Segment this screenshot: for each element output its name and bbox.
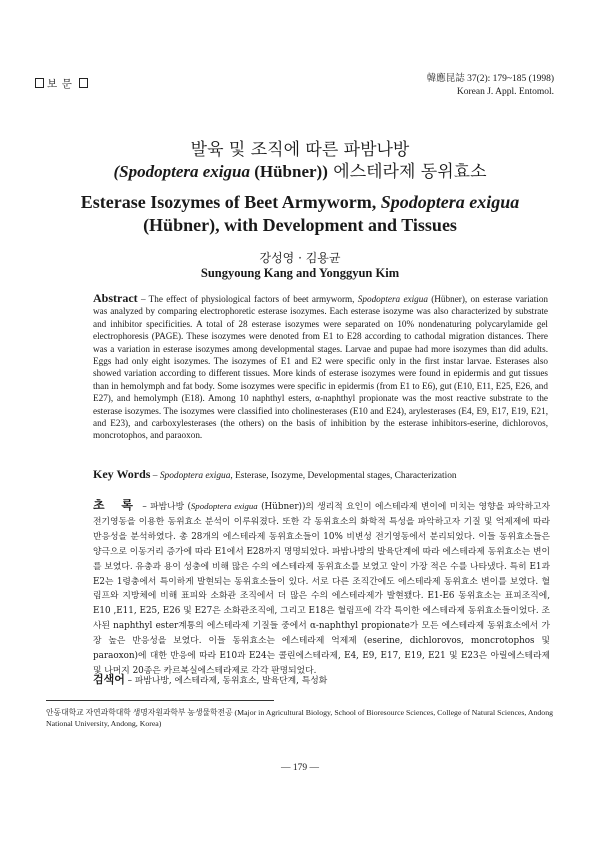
korean-keywords-label: 검색어 (93, 673, 125, 686)
section-label (35, 76, 91, 91)
title-ko-rest: 에스테라제 동위효소 (327, 162, 487, 182)
journal-citation (427, 73, 554, 99)
keywords-rest: , Esterase, Isozyme, Developmental stages, Characterization (230, 471, 457, 481)
checkbox-square-icon (79, 78, 88, 88)
journal-name-en: Korean J. Appl. Entomol. (456, 87, 554, 97)
title-en-line2: (Hübner), with Development and Tissues (143, 215, 457, 235)
abstract-species: Spodoptera exigua (357, 294, 428, 304)
authors-en: Sungyoung Kang and Yonggyun Kim (200, 266, 400, 280)
title-ko-author: (Hübner)) (249, 162, 328, 181)
korean-keywords (93, 671, 327, 687)
page-number: — 179 — (281, 763, 319, 773)
title-en-species: Spodoptera exigua (380, 192, 520, 212)
affiliation-footnote: 안동대학교 자연과학대학 생명자원과학부 농생물학전공 (Major in Agricultural Biology, School of Bioresource Sciences, College of Natural Sciences, Andong National University, Andong, Korea) (46, 708, 554, 728)
korean-keywords-text: – 파밤나방, 에스테라제, 동위효소, 발육단계, 특성화 (124, 676, 328, 686)
korean-abstract-label: 초 록 (93, 498, 139, 512)
title-ko-species: (Spodoptera exigua (113, 162, 250, 181)
journal-name-ko: 韓應昆誌 37(2): 179~185 (1998) (426, 74, 554, 84)
abstract-text-a: – The effect of physiological factors of beet armyworm, (137, 294, 358, 304)
abstract (93, 292, 548, 442)
keywords-label: Key Words (93, 467, 151, 481)
checkbox-square-icon (35, 78, 44, 88)
abstract-label: Abstract (93, 291, 138, 305)
title-en-line1 (0, 191, 600, 214)
korean-abstract-text-a: – 파밤나방 ( (138, 502, 191, 512)
footnote-divider (46, 700, 274, 701)
korean-abstract-text-b: (Hübner))의 생리적 요인이 에스테라제 변이에 미치는 영향을 파악하고자 전기영동을 이용한 동위효소 분석이 이루워졌다. 또한 각 동위효소의 화학적 특성을 파악하고자 기질 및 억제제에 따라 반응성을 분석하였다. 총 28개의 에스테라제 동위효소들이 10% 비변성 전기영동에서 분리되었다. 이들 동위효소들은 양극으로 이동거리 증가에 따라 E1에서 E28까지 명명되었다. 파밤나방의 발육단계에 따라 에스테라제 동위효소는 변이를 보였다. 유충과 용이 성충에 비해 많은 수의 에스테라제 동위효소를 보였고 알이 가장 적은 수를 나타냈다. 특히 E1과 E2는 1령충에서 특이하게 발현되는 동위효소들이 있다. 서로 다른 조직간에도 에스테라제 동위효소 변이를 보였다. 혈림프와 지방체에 비해 표피와 소화관 조직에서 더 많은 수의 에스테라제가 발현됐다. E1-E6 동위효소는 표피조직에, E10 ,E11, E25, E26 및 E27은 소화관조직에, 그리고 E18은 혈림프에 각각 특이한 에스테라제 동위효소들이었다. 조사된 naphthyl ester계통의 에스테라제 기질들 중에서 α-naphthyl propionate가 모든 에스테라제 동위효소에서 가장 높은 반응성을 보였다. 이들 동위효소는 에스테라제 억제제 (eserine, dichlorovos, moncrotophos 및 paraoxon)에 대한 반응에 따라 E10과 E24는 콜린에스테라제, E4, E9, E17, E19, E21 및 E23은 아릴에스테라제 및 나머지 20종은 카르복실에스테라제로 각각 판명되었다. (93, 502, 550, 676)
authors-ko: 강성영 · 김용균 (259, 251, 341, 265)
keywords: Key Words – Spodoptera exigua, Esterase, Isozyme, Developmental stages, Characterization (93, 467, 457, 481)
keywords-species: Spodoptera exigua (159, 471, 231, 481)
korean-abstract (93, 498, 550, 679)
abstract-text-b: (Hübner), on esterase variation was analyzed by comparing electrophoretic esterase isozymes. Each esterase isozyme was also characterized by substrate and inhibitor specificities. A total of 28 esterase isozymes were separated on 10% nondenaturing polycarylamide gel electrophoresis (PAGE). These isozymes were denoted from E1 to E28 according to cathodal migration distances. There was a variation in esterase isozymes among developmental stages. Larvae and pupae had more isozymes than did adults. Eggs had only eight isozymes. The isozymes of E1 and E2 were specific only in the first instar larvae. Esterases also showed variation according to different tissues. More kinds of esterase isozymes were found in epidermis and gut tissues than in hemolymph and fat body. Some isozymes were specific in epidermis (from E1 to E6), gut (E10, E11, E25, E26, and E27), and hemolymph (E18). Among 10 naphthyl esters, α-naphthyl propionate was the most reactive substrate to the esterase isozymes. The isozymes were classified into cholinesterases (E10 and E24), arylesterases (E4, E9, E17, E19, E21, and E23), and carboxylesterases (the others) on the basis of inhibition by the esterase inhibitors-eserine, dichlorovos, moncrotophos, and paraoxon. (93, 294, 549, 441)
title-ko-line1: 발육 및 조직에 따른 파밤나방 (190, 140, 410, 160)
korean-abstract-species: Spodoptera exigua (190, 501, 258, 511)
title-ko-line2 (0, 157, 600, 182)
section-label-text: 보 문 (47, 79, 73, 90)
title-en-plain: Esterase Isozymes of Beet Armyworm, (80, 192, 381, 212)
